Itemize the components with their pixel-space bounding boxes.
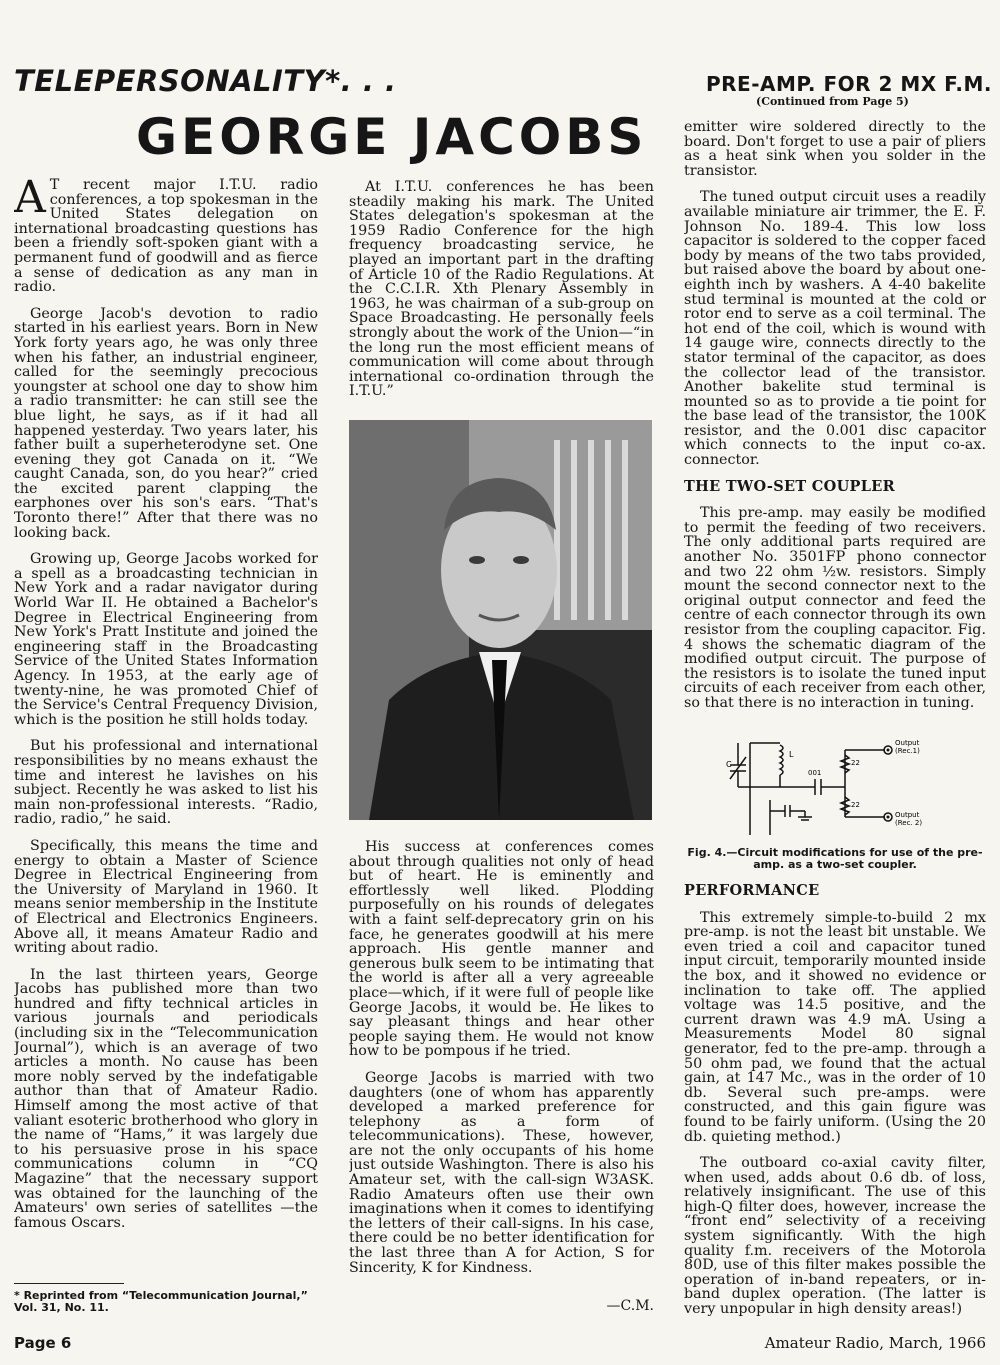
preamp-title: PRE-AMP. FOR 2 MX F.M. [706,72,992,96]
article-paragraph: George Jacob's devotion to radio started in his earliest years. Born in New York forty years ago, he was only three when his father, an industrial engineer, called for the seemingly precocious youngster at school one day to show him a radio transmitter: he can still see the blue light, he says, as if it had all happened yesterday. Two years later, his father built a superheterodyne set. One evening they got Canada on it. “We caught Canada, son, do you hear?” cried the excited parent clapping the earphones over his son's ears. “That's Toronto there!” After that there was no looking back. [14,305,318,541]
article-column-2-top [349,180,654,398]
circuit-label-resistor-1: 22 [851,759,860,767]
footnote: * Reprinted from “Telecommunication Journal,” Vol. 31, No. 11. [14,1289,308,1314]
article-column-2-bottom [349,840,654,1320]
article-kicker: TELEPERSONALITY*. . . [14,64,397,98]
circuit-label-c: C [726,760,732,769]
performance-heading: PERFORMANCE [684,884,820,899]
author-signature: —C.M. [606,1298,654,1314]
figure-caption: Fig. 4.—Circuit modifications for use of the pre-amp. as a two-set coupler. [687,846,983,871]
page-number: Page 6 [14,1334,72,1352]
preamp-column-bottom [684,884,986,1324]
circuit-label-l: L [789,750,794,759]
article-title: GEORGE JACOBS [136,108,648,166]
circuit-diagram [690,735,980,840]
article-paragraph: Growing up, George Jacobs worked for a spell as a broadcasting technician in New York and a radar navigator during World War II. He obtained a Bachelor's Degree in Electrical Engineering from New York's Pratt Institute and joined the engineering staff in the Broadcasting Service of the United States Information Agency. In 1953, at the early age of twenty-nine, he was promoted Chief of the Service's Central Frequency Division, which is the position he still holds today. [14,551,318,728]
preamp-paragraph: The outboard co-axial cavity filter, when used, adds about 0.6 db. of loss, relatively insignificant. The use of this high-Q filter does, however, increase the “front end” selectivity of a receiving system significantly. With the high quality f.m. receivers of the Motorola 80D, use of this filter makes possible the operation of in-band repeaters, or in-band duplex operation. (The latter is very unpopular in high density areas!) [684,1155,986,1318]
article-paragraph: A T recent major I.T.U. radio conferences, a top spokesman in the United States delegation on international broadcasting questions has been a friendly soft-spoken giant with a permanent fund of goodwill and as fierce a sense of dedication as any man in radio. [14,178,318,296]
circuit-output-1: Output [895,739,920,747]
circuit-label-capacitor: 001 [808,769,822,777]
footnote-divider [14,1283,124,1284]
circuit-label-resistor-2: 22 [851,801,860,809]
circuit-output-2: Output [895,811,920,819]
circuit-output-2-sub: (Rec. 2) [895,819,923,827]
preamp-paragraph: This pre-amp. may easily be modified to permit the feeding of two receivers. The only additional parts required are another No. 3501FP phono connector and two 22 ohm ½w. resistors. Simply mount the second connector next to the original output connector and feed the centre of each connector through its own resistor from the coupling capacitor. Fig. 4 shows the schematic diagram of the modified output circuit. The purpose of the resistors is to isolate the tuned input circuits of each receiver from each other, so that there is no interaction in tuning. [684,505,986,711]
preamp-paragraph: emitter wire soldered directly to the board. Don't forget to use a pair of pliers as a heat sink when you solder in the transistor. [684,120,986,179]
drop-cap: A [14,178,46,223]
article-paragraph: George Jacobs is married with two daughters (one of whom has apparently developed a marked preference for telephony as a form of telecommunications). These, however, are not the only occupants of his home just outside Washington. There is also his Amateur set, with the call-sign W3ASK. Radio Amateurs often use their own imaginations when it comes to identifying the letters of their call-signs. In his case, there could be no better identification for the last three than A for Action, S for Sincerity, K for Kindness. [349,1069,654,1276]
article-paragraph: At I.T.U. conferences he has been steadily making his mark. The United States delegation's spokesman at the 1959 Radio Conference for the high frequency broadcasting service, he played an important part in the drafting of Article 10 of the Radio Regulations. At the C.C.I.R. Xth Plenary Assembly in 1963, he was chairman of a sub-group on Space Broadcasting. He personally feels strongly about the work of the Union—“in the long run the most efficient means of communication will come about through international co-ordination through the I.T.U.” [349,180,654,398]
preamp-continued-note: (Continued from Page 5) [756,95,909,108]
article-column-1 [14,178,318,1275]
portrait-photo [349,420,652,820]
preamp-column-top [684,120,986,740]
circuit-output-1-sub: (Rec.1) [895,747,920,755]
article-paragraph: But his professional and international responsibilities by no means exhaust the time and interest he lavishes on his subject. Recently he was asked to list his main non-professional interests. “Radio, radio, radio,” he said. [14,738,318,828]
article-paragraph: Specifically, this means the time and energy to obtain a Master of Science Degree in Electrical Engineering from the University of Maryland in 1960. It means senior membership in the Institute of Electrical and Electronics Engineers. Above all, it means Amateur Radio and writing about radio. [14,837,318,957]
coupler-heading: THE TWO-SET COUPLER [684,477,895,495]
article-paragraph: In the last thirteen years, George Jacobs has published more than two hundred and fifty technical articles in various journals and periodicals (including six in the “Telecommunication Journal”), which is an average of two articles a month. No cause has been more nobly served by the indefatigable author than that of Amateur Radio. Himself among the most active of that valiant esoteric brotherhood who glory in the name of “Hams,” it was largely due to his persuasive prose in his space communications column in “CQ Magazine” that the necessary support was obtained for the launching of the Amateurs' own series of satellites —the famous Oscars. [14,966,318,1231]
preamp-paragraph: The tuned output circuit uses a readily available miniature air trimmer, the E. F. Johnson No. 189-4. This low loss capacitor is soldered to the copper faced body by means of the two tabs provided, but raised above the board by about one-eighth inch by washers. A 4-40 bakelite stud terminal is mounted at the cold or rotor end to serve as a coil terminal. The hot end of the coil, which is wound with 14 gauge wire, connects directly to the stator terminal of the capacitor, as does the collector lead of the transistor. Another bakelite stud terminal is mounted so as to provide a tie point for the base lead of the transistor, the 100K resistor, and the 0.001 disc capacitor which connects to the input co-ax. connector. [684,189,986,469]
article-paragraph: His success at conferences comes about through qualities not only of head but of heart. He is eminently and effortlessly well liked. Plodding purposefully on his rounds of delegates with a faint self-deprecatory grin on his face, he generates goodwill at his mere approach. His gentle manner and generous bulk seem to be intimating that the world is after all a very agreeable place—which, if it were full of people like George Jacobs, it would be. He likes to say pleasant things and hear other people saying them. He would not know how to be pompous if he tried. [349,840,654,1060]
preamp-paragraph: This extremely simple-to-build 2 mx pre-amp. is not the least bit unstable. We even tried a coil and capacitor tuned input circuit, temporarily mounted inside the box, and it showed no evidence or inclination to take off. The applied voltage was 14.5 positive, and the current drawn was 4.9 mA. Using a Measurements Model 80 signal generator, fed to the pre-amp. through a 50 ohm pad, we found that the actual gain, at 147 Mc., was in the order of 10 db. Several such pre-amps. were constructed, and this gain figure was found to be fairly uniform. (Using the 20 db. quieting method.) [684,909,986,1145]
magazine-issue: Amateur Radio, March, 1966 [764,1334,986,1352]
